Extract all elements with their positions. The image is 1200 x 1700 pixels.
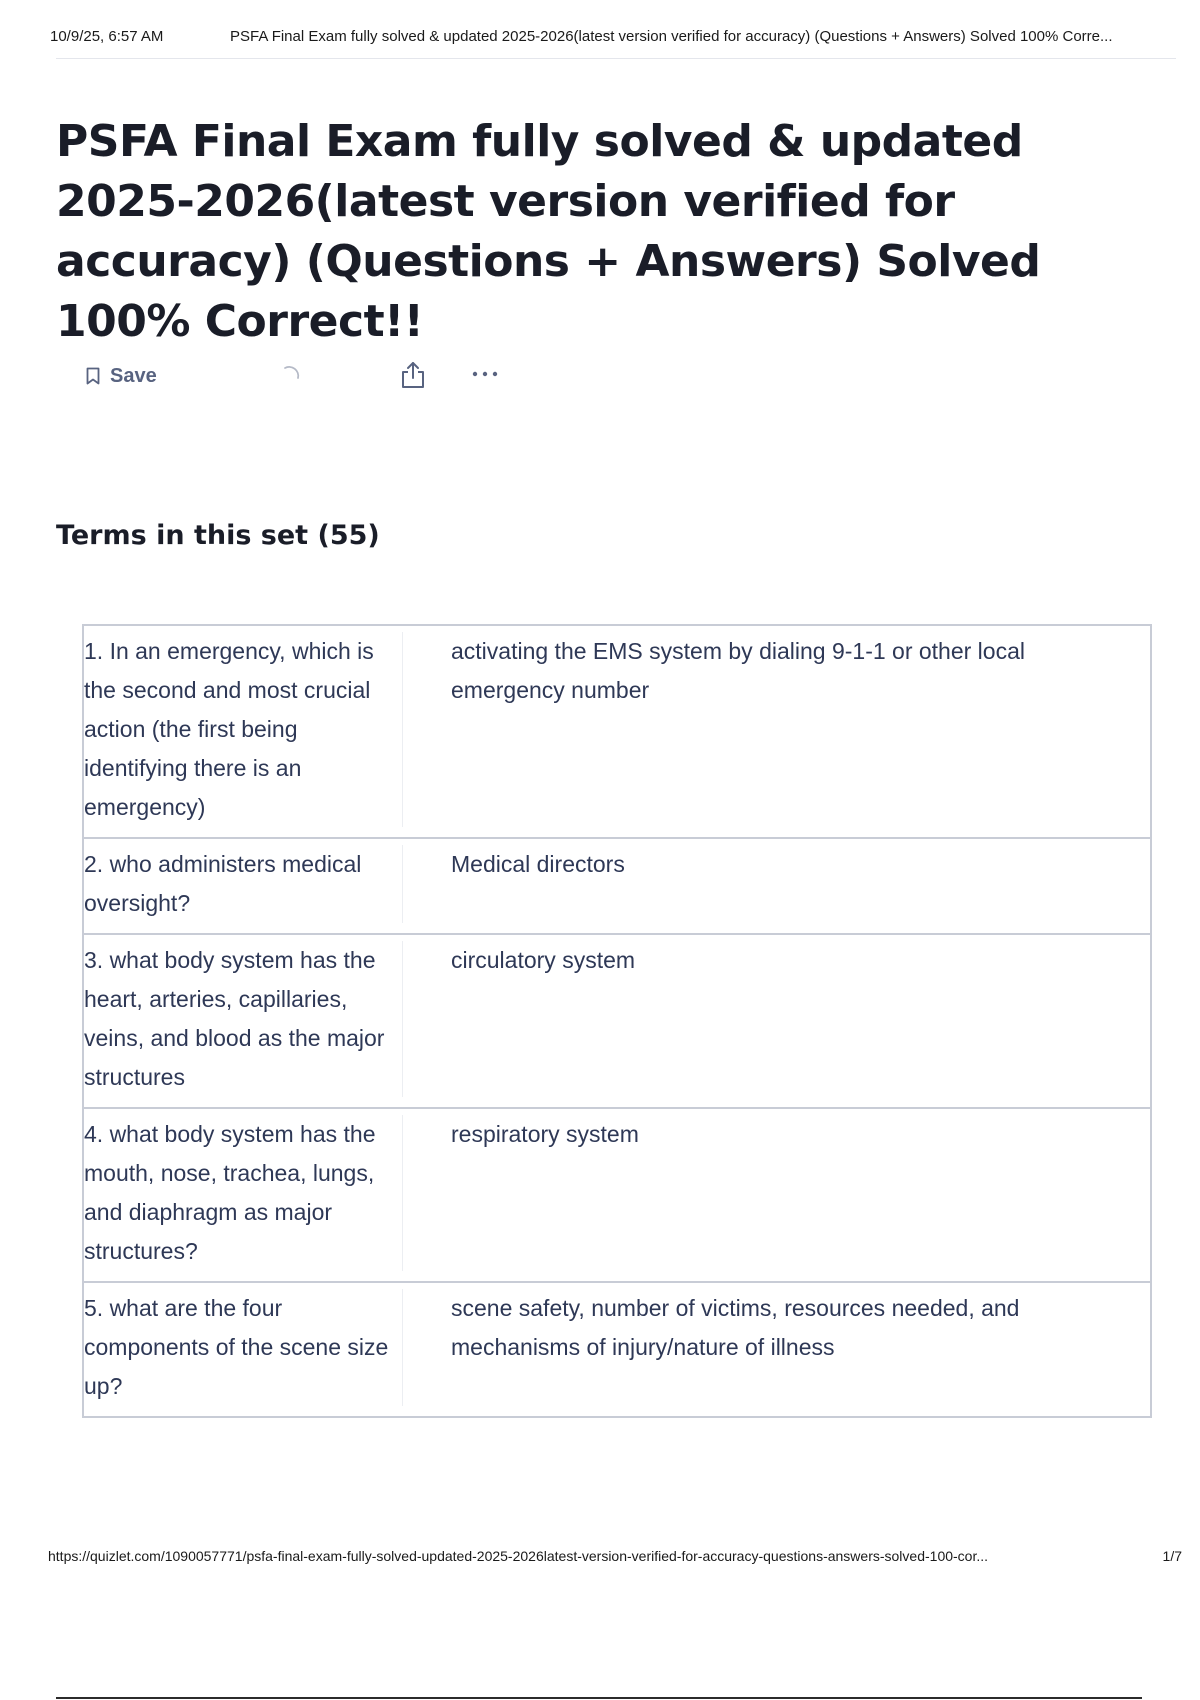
term-row [82, 837, 1152, 933]
term-question: 4. what body system has the mouth, nose, trachea, lungs, and diaphragm as major structures? [84, 1115, 403, 1271]
term-question: 5. what are the four components of the scene size up? [84, 1289, 403, 1406]
more-icon[interactable] [470, 364, 500, 384]
print-header [50, 28, 1178, 56]
term-answer: respiratory system [451, 1121, 639, 1147]
print-datetime: 10/9/25, 6:57 AM [50, 28, 164, 45]
header-divider [56, 58, 1176, 59]
term-row [82, 933, 1152, 1107]
spinner-icon [280, 364, 302, 386]
print-url: https://quizlet.com/1090057771/psfa-final-exam-fully-solved-updated-2025-2026latest-version-verified-for-accuracy-questions-answers-solved-100-cor... [48, 1548, 989, 1564]
page-title: PSFA Final Exam fully solved & updated 2025-2026(latest version verified for accuracy) (Questions + Answers) Solved 100% Correct!! [56, 116, 1041, 347]
term-answer: Medical directors [451, 851, 625, 877]
save-button[interactable] [86, 365, 157, 388]
bookmark-icon [86, 367, 100, 385]
print-doc-title: PSFA Final Exam fully solved & updated 2025-2026(latest version verified for accuracy) (Questions + Answers) Solved 100% Corre... [230, 28, 1113, 45]
term-answer: scene safety, number of victims, resources needed, and mechanisms of injury/nature of illness [451, 1295, 1020, 1360]
bottom-divider [56, 1697, 1142, 1699]
terms-table [82, 624, 1152, 1418]
term-row [82, 624, 1152, 837]
share-icon[interactable] [399, 360, 427, 390]
terms-heading: Terms in this set (55) [56, 520, 380, 551]
term-answer: circulatory system [451, 947, 636, 973]
action-toolbar [86, 360, 506, 392]
term-row [82, 1107, 1152, 1281]
term-row [82, 1281, 1152, 1418]
term-question: 2. who administers medical oversight? [84, 845, 403, 923]
print-footer [48, 1548, 1182, 1564]
save-label: Save [110, 364, 157, 387]
page-number: 1/7 [1162, 1548, 1182, 1564]
term-answer: activating the EMS system by dialing 9-1-1 or other local emergency number [451, 638, 1025, 703]
term-question: 1. In an emergency, which is the second and most crucial action (the first being identifying there is an emergency) [84, 632, 403, 827]
term-question: 3. what body system has the heart, arteries, capillaries, veins, and blood as the major structures [84, 941, 403, 1097]
